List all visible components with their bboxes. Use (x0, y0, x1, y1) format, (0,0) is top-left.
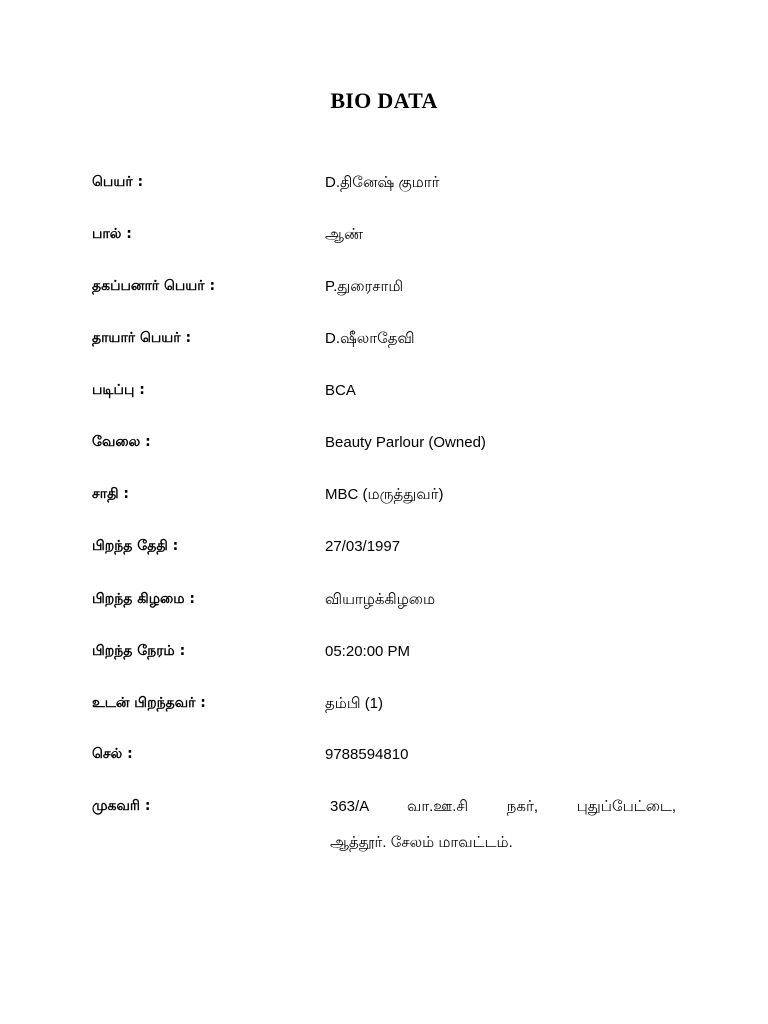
field-education (0, 382, 768, 412)
field-label: பிறந்த நேரம் : (92, 643, 186, 659)
field-father-name (0, 278, 768, 308)
field-label: படிப்பு : (92, 382, 145, 398)
field-address (0, 798, 768, 868)
field-mother-name (0, 330, 768, 360)
field-name (0, 174, 768, 204)
field-value: 9788594810 (325, 746, 409, 763)
field-birth-date (0, 538, 768, 568)
field-value: D.தினேஷ் குமார் (325, 174, 440, 191)
field-value: ஆண் (325, 226, 364, 243)
field-value: P.துரைசாமி (325, 278, 404, 295)
field-label: தாயார் பெயர் : (92, 330, 192, 346)
field-birth-time (0, 643, 768, 673)
address-line-1: 363/A வா.ஊ.சி நகர், புதுப்பேட்டை, (330, 798, 676, 815)
address-line-2: ஆத்தூர். சேலம் மாவட்டம். (330, 834, 513, 851)
field-value: BCA (325, 382, 356, 399)
field-caste (0, 486, 768, 516)
field-value: D.ஷீலாதேவி (325, 330, 415, 347)
field-gender (0, 226, 768, 256)
field-mobile (0, 746, 768, 776)
field-label: பால் : (92, 226, 132, 242)
field-value: MBC (மருத்துவர்) (325, 486, 444, 503)
page-title: BIO DATA (330, 88, 438, 113)
field-value: Beauty Parlour (Owned) (325, 434, 486, 451)
field-value: 27/03/1997 (325, 538, 401, 555)
field-label: முகவரி : (92, 798, 151, 814)
field-label: பிறந்த கிழமை : (92, 591, 195, 607)
field-value: தம்பி (1) (325, 695, 384, 712)
field-label: தகப்பனார் பெயர் : (92, 278, 216, 294)
field-siblings (0, 695, 768, 725)
field-occupation (0, 434, 768, 464)
field-label: செல் : (92, 746, 133, 762)
field-label: சாதி : (92, 486, 130, 502)
field-label: பிறந்த தேதி : (92, 538, 179, 554)
field-value: வியாழக்கிழமை (325, 591, 436, 608)
address-value (330, 798, 676, 853)
field-label: உடன் பிறந்தவர் : (92, 695, 206, 711)
field-value: 05:20:00 PM (325, 643, 411, 660)
field-label: வேலை : (92, 434, 151, 450)
field-label: பெயர் : (92, 174, 144, 190)
field-birth-day (0, 591, 768, 621)
